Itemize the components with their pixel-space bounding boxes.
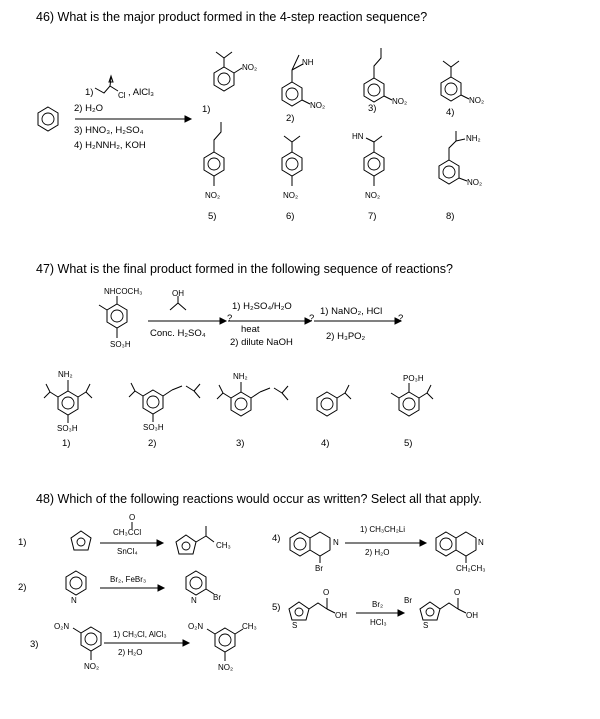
atom-label: NO₂ bbox=[218, 663, 234, 672]
choice-46-2[interactable]: 2) bbox=[286, 113, 295, 124]
unknown-intermediate: ? bbox=[309, 313, 315, 324]
reagent-label: 2) H₂O bbox=[365, 548, 390, 557]
atom-label: O bbox=[129, 513, 136, 522]
atom-label: Br bbox=[315, 564, 323, 573]
choice-46-5[interactable]: 5) bbox=[208, 211, 217, 222]
atom-label: NH₂ bbox=[466, 134, 481, 143]
atom-label: OH bbox=[335, 611, 347, 620]
unknown-product: ? bbox=[398, 313, 404, 324]
choice-46-6[interactable]: 6) bbox=[286, 211, 295, 222]
atom-label: N bbox=[71, 596, 77, 605]
choice-46-7[interactable]: 7) bbox=[368, 211, 377, 222]
atom-label: S bbox=[423, 621, 429, 630]
atom-label: NO₂ bbox=[205, 191, 221, 200]
question-46: 46) What is the major product formed in the 4-step reaction sequence? bbox=[36, 10, 428, 24]
atom-label: Br bbox=[213, 593, 221, 602]
acetylfuran-ring bbox=[176, 535, 196, 554]
choice-46-1[interactable]: 1) bbox=[202, 104, 211, 115]
atom-label: NH₂ bbox=[233, 372, 248, 381]
thiophene-ring bbox=[289, 602, 309, 620]
choice-48-1[interactable]: 1) bbox=[18, 537, 27, 548]
reagent-label: SnCl₄ bbox=[117, 547, 138, 556]
atom-label: SO₃H bbox=[57, 424, 78, 433]
atom-label: CH₃ bbox=[216, 541, 231, 550]
choice-48-3[interactable]: 3) bbox=[30, 639, 39, 650]
choice-47-2[interactable]: 2) bbox=[148, 438, 157, 449]
atom-label: N bbox=[478, 538, 484, 547]
reagent-label: 1) CH₃CH₂Li bbox=[360, 525, 406, 534]
atom-label: NO₂ bbox=[84, 662, 100, 671]
atom-label: O bbox=[454, 588, 461, 597]
isoquinoline-ring-a bbox=[290, 532, 310, 556]
choice-47-4[interactable]: 4) bbox=[321, 438, 330, 449]
condition-label: 2) H₃PO₂ bbox=[326, 331, 366, 342]
atom-label: NO₂ bbox=[310, 101, 326, 110]
atom-label: NO₂ bbox=[242, 63, 258, 72]
pyridine-ring bbox=[66, 571, 86, 595]
choice-46-8[interactable]: 8) bbox=[446, 211, 455, 222]
reagent-alcl3: , AlCl₃ bbox=[128, 87, 155, 98]
atom-label: N bbox=[191, 596, 197, 605]
reagent-step4: 4) H₂NNH₂, KOH bbox=[74, 140, 146, 151]
atom-label: SO₃H bbox=[143, 423, 164, 432]
reagent-label: HCl₃ bbox=[370, 618, 387, 627]
question-48: 48) Which of the following reactions would occur as written? Select all that apply. bbox=[36, 492, 482, 506]
atom-label: O bbox=[323, 588, 330, 597]
atom-label: NO₂ bbox=[467, 178, 483, 187]
atom-label: Br bbox=[404, 596, 412, 605]
condition-label: heat bbox=[241, 324, 260, 335]
reagent-label: 1) CH₃Cl, AlCl₃ bbox=[113, 630, 167, 639]
choice-46-3[interactable]: 3) bbox=[368, 103, 377, 114]
isoquinoline-ring-b bbox=[310, 532, 330, 556]
choice-47-3[interactable]: 3) bbox=[236, 438, 245, 449]
choice-47-5[interactable]: 5) bbox=[404, 438, 413, 449]
reagent-step1-label: 1) bbox=[85, 87, 94, 98]
atom-label: HN bbox=[352, 132, 364, 141]
condition-label: 1) NaNO₂, HCl bbox=[320, 306, 383, 317]
atom-label: NO₂ bbox=[365, 191, 381, 200]
atom-label: NO₂ bbox=[469, 96, 485, 105]
product-ring-a bbox=[436, 532, 456, 556]
choice-48-5[interactable]: 5) bbox=[272, 602, 281, 613]
atom-label: N bbox=[333, 538, 339, 547]
product-aryl-ring bbox=[215, 628, 235, 652]
nitro-aryl-ring bbox=[81, 627, 101, 651]
reagent-label: CH₃CCl bbox=[113, 528, 142, 537]
atom-label: SO₃H bbox=[110, 340, 131, 349]
reagent-step2: 2) H₂O bbox=[74, 103, 104, 114]
atom-label: NHCOCH₃ bbox=[104, 287, 143, 296]
choice-46-4[interactable]: 4) bbox=[446, 107, 455, 118]
reagent-label: Br₂ bbox=[372, 600, 384, 609]
atom-label: OH bbox=[172, 289, 184, 298]
choice-47-1[interactable]: 1) bbox=[62, 438, 71, 449]
condition-label: Conc. H₂SO₄ bbox=[150, 328, 206, 339]
atom-label: S bbox=[292, 621, 298, 630]
reagent-label: Br₂, FeBr₃ bbox=[110, 575, 147, 584]
question-47: 47) What is the final product formed in the following sequence of reactions? bbox=[36, 262, 453, 276]
choice-48-4[interactable]: 4) bbox=[272, 533, 281, 544]
atom-label: O₂N bbox=[188, 622, 204, 631]
atom-label: NH₂ bbox=[58, 370, 73, 379]
product-ring-b bbox=[456, 532, 476, 556]
choice-48-2[interactable]: 2) bbox=[18, 582, 27, 593]
atom-label: NO₂ bbox=[283, 191, 299, 200]
atom-label: O₂N bbox=[54, 622, 70, 631]
atom-label: OH bbox=[466, 611, 478, 620]
atom-label: NO₂ bbox=[392, 97, 408, 106]
bromopyridine-ring bbox=[186, 571, 206, 595]
reagent-label: 2) H₂O bbox=[118, 648, 143, 657]
atom-label: CH₂CH₃ bbox=[456, 564, 486, 573]
unknown-intermediate: ? bbox=[227, 313, 233, 324]
condition-label: 1) H₂SO₄/H₂O bbox=[232, 301, 292, 312]
atom-label: NH bbox=[302, 58, 314, 67]
bromothiophene-ring bbox=[420, 602, 440, 620]
atom-label: PO₃H bbox=[403, 374, 424, 383]
atom-label: CH₃ bbox=[242, 622, 257, 631]
reagent-chloride-atom: Cl bbox=[118, 91, 126, 100]
reagent-step3: 3) HNO₃, H₂SO₄ bbox=[74, 125, 144, 136]
furan-ring bbox=[71, 531, 91, 550]
condition-label: 2) dilute NaOH bbox=[230, 337, 293, 348]
